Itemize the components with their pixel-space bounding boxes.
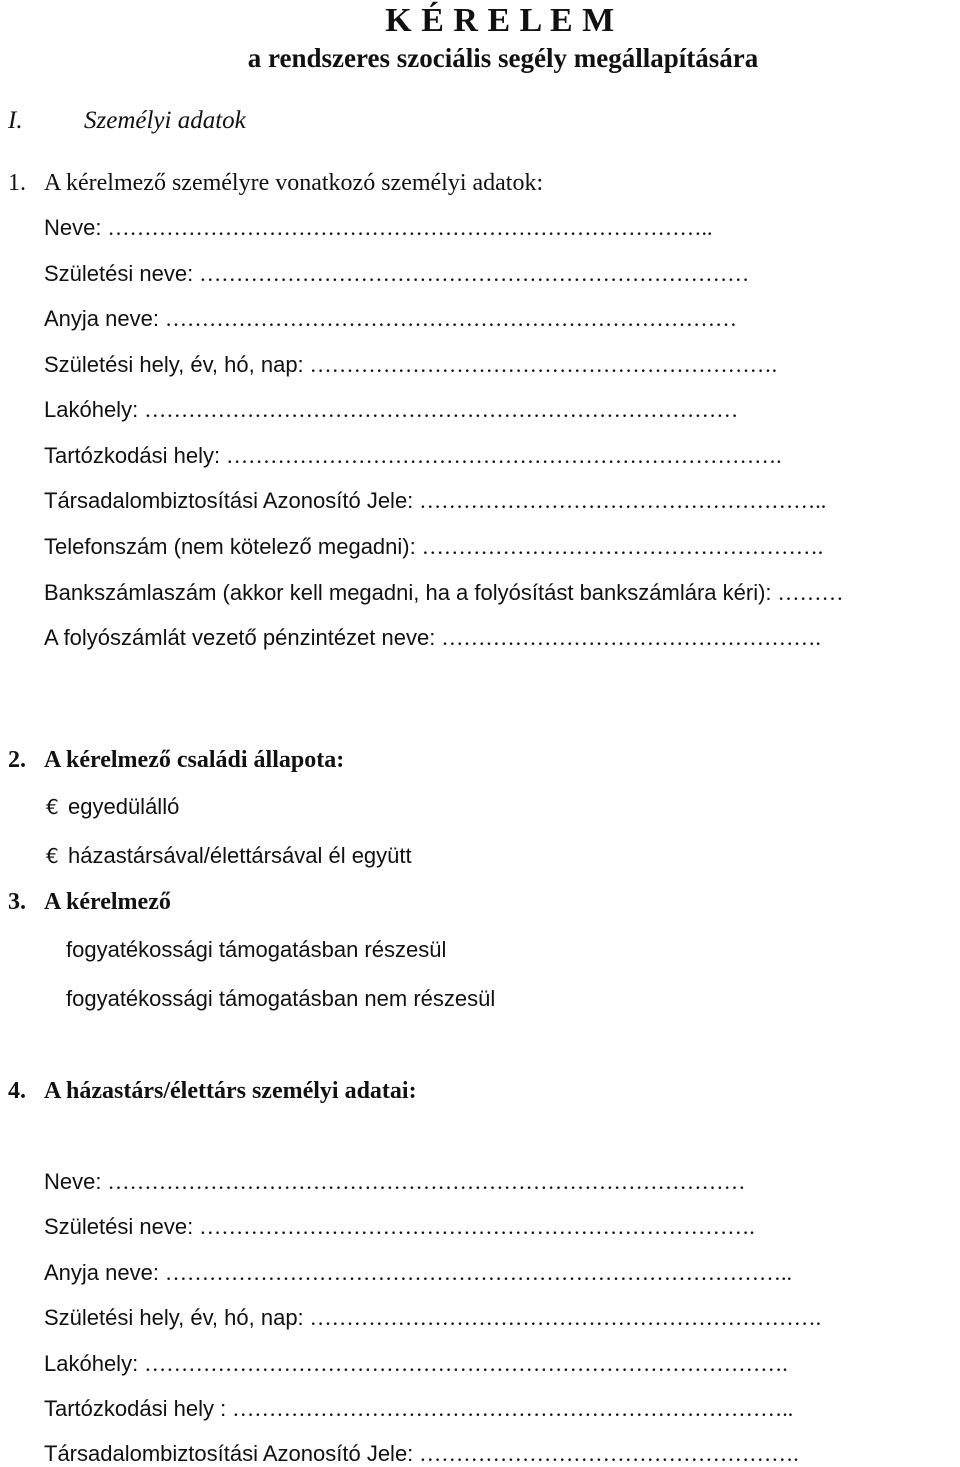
fill-line[interactable]: …………………………………………………………………………… [107, 1169, 746, 1194]
marital-status-single-option[interactable] [46, 794, 179, 820]
applicant-bank-account-field[interactable] [44, 580, 950, 606]
applicant-bank-name-field[interactable] [44, 625, 950, 651]
section-1-number: 1. [8, 170, 26, 196]
section-2-number: 2. [8, 747, 26, 773]
field-label: Anyja neve: [44, 306, 159, 331]
fill-line[interactable]: ………………………………………………………………….. [232, 1396, 794, 1421]
section-3-heading: A kérelmező [44, 889, 171, 915]
field-label: Telefonszám (nem kötelező megadni): [44, 534, 416, 559]
section-personal-data-heading: Személyi adatok [84, 107, 246, 134]
form-subtitle: a rendszeres szociális segély megállapítására [247, 43, 759, 73]
field-label: Tartózkodási hely: [44, 443, 221, 468]
option-label: házastársával/élettársával él együtt [68, 843, 412, 868]
fill-line[interactable]: ……………………………………………………………………… [144, 397, 739, 422]
field-label: Társadalombiztosítási Azonosító Jele: [44, 1441, 414, 1466]
field-label: Neve: [44, 1169, 102, 1194]
spouse-mother-name-field[interactable] [44, 1260, 950, 1286]
checkbox-icon[interactable]: € [46, 844, 59, 868]
fill-line[interactable]: ……………………………………………. [441, 625, 821, 650]
spouse-stay-place-field[interactable] [44, 1396, 950, 1422]
spouse-taj-field[interactable] [44, 1441, 950, 1467]
applicant-birth-name-field[interactable] [44, 261, 950, 287]
applicant-mother-name-field[interactable] [44, 306, 950, 332]
disability-support-no-option[interactable]: fogyatékossági támogatásban nem részesül [66, 986, 496, 1011]
field-label: Anyja neve: [44, 1260, 159, 1285]
fill-line[interactable]: ……… [777, 580, 844, 605]
fill-line[interactable]: ………………………………………………………………… [199, 261, 750, 286]
checkbox-icon[interactable]: € [46, 795, 59, 819]
field-label: Születési neve: [44, 1214, 194, 1239]
field-label: Születési hely, év, hó, nap: [44, 1305, 304, 1330]
applicant-taj-field[interactable] [44, 488, 950, 514]
applicant-name-field[interactable] [44, 215, 950, 241]
field-label: Társadalombiztosítási Azonosító Jele: [44, 488, 414, 513]
section-3-number: 3. [8, 889, 26, 915]
fill-line[interactable]: ……………………………………………….. [419, 488, 827, 513]
marital-status-together-option[interactable] [46, 843, 412, 869]
field-label: A folyószámlát vezető pénzintézet neve: [44, 625, 436, 650]
field-label: Lakóhely: [44, 1351, 139, 1376]
applicant-birth-place-date-field[interactable] [44, 352, 950, 378]
fill-line[interactable]: ………………………………………………. [421, 534, 824, 559]
disability-support-yes-option[interactable]: fogyatékossági támogatásban részesül [66, 937, 447, 962]
option-label: egyedülálló [68, 794, 180, 819]
fill-line[interactable]: ……………………………………………. [419, 1441, 799, 1466]
field-label: Születési neve: [44, 261, 194, 286]
section-4-heading: A házastárs/élettárs személyi adatai: [44, 1078, 417, 1104]
field-label: Neve: [44, 215, 102, 240]
spouse-birth-name-field[interactable] [44, 1214, 950, 1240]
section-4-number: 4. [8, 1078, 26, 1104]
section-1-heading: A kérelmező személyre vonatkozó személyi adatok: [44, 170, 544, 196]
field-label: Tartózkodási hely : [44, 1396, 227, 1421]
spouse-name-field[interactable] [44, 1169, 950, 1195]
field-label: Születési hely, év, hó, nap: [44, 352, 304, 377]
form-title: K É R E L E M [385, 2, 615, 39]
fill-line[interactable]: ………………………………………………………. [309, 352, 778, 377]
section-2-heading: A kérelmező családi állapota: [44, 747, 345, 773]
applicant-residence-field[interactable] [44, 397, 950, 423]
fill-line[interactable]: ……………………………………………………………………….. [107, 215, 713, 240]
applicant-stay-place-field[interactable] [44, 443, 950, 469]
fill-line[interactable]: …………………………………………………………………. [199, 1214, 755, 1239]
fill-line[interactable]: …………………………………………………………………… [164, 306, 737, 331]
applicant-phone-field[interactable] [44, 534, 950, 560]
field-label: Lakóhely: [44, 397, 139, 422]
spouse-residence-field[interactable] [44, 1351, 950, 1377]
fill-line[interactable]: …………………………………………………………………. [226, 443, 782, 468]
spouse-birth-place-date-field[interactable] [44, 1305, 950, 1331]
field-label: Bankszámlaszám (akkor kell megadni, ha a folyósítást bankszámlára kéri): [44, 580, 772, 605]
fill-line[interactable]: ……………………………………………………………. [309, 1305, 822, 1330]
fill-line[interactable]: ………………………………………………………………………….. [164, 1260, 792, 1285]
fill-line[interactable]: ……………………………………………………………………………. [144, 1351, 788, 1376]
section-roman-numeral: I. [8, 107, 23, 134]
